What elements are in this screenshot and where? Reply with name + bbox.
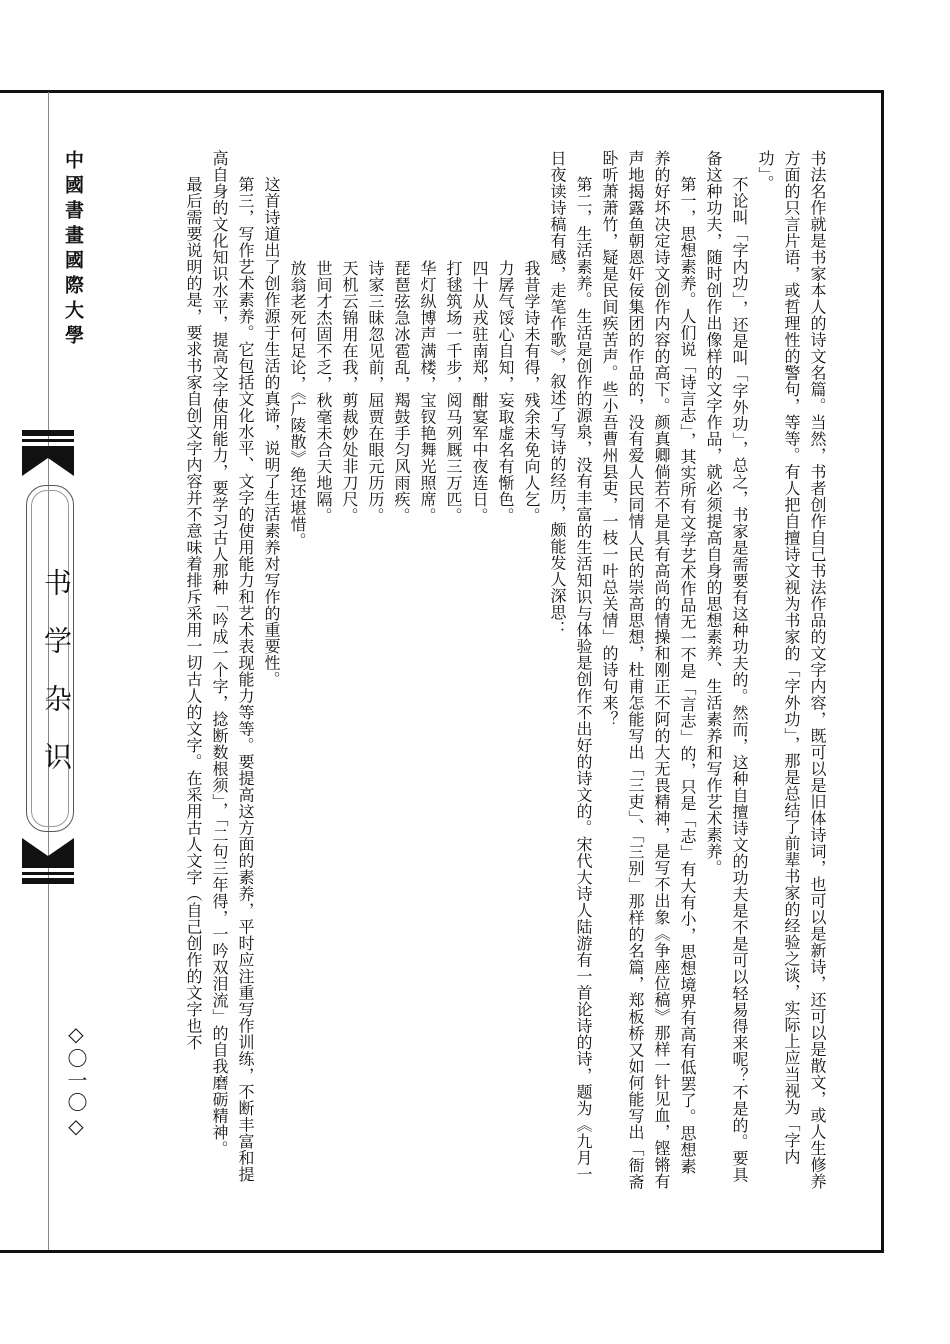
paragraph: 这首诗道出了创作源于生活的真谛，说明了生活素养对写作的重要性。 xyxy=(262,175,281,688)
page-number: ◇〇一〇◇ xyxy=(64,1022,88,1140)
poem-line: 琵琶弦急冰雹乱，羯鼓手匀风雨疾。 xyxy=(392,260,411,524)
paragraph: 第二，生活素养。生活是创作的源泉，没有丰富的生活知识与体验是创作不出好的诗文的。宋代大诗人陆游有一首论诗的诗，题为《九月一日夜读诗稿有感，走笔作歌》，叙述了写诗的经历，颇能发人深思： xyxy=(548,150,593,1183)
running-header: 中國書畫國際大學 xyxy=(62,150,84,350)
paragraph: 书法名作就是书家本人的诗文名篇。当然，书者创作自己书法作品的文字内容，既可以是旧体诗词，也可以是新诗，还可以是散文，或人生修养方面的只言片语，或哲理性的警句，等等。有人把自擅诗文视为书家的「字外功」，那是总结了前辈书家的经验之谈，实际上应当视为「字内功」。 xyxy=(756,150,827,1190)
body-text xyxy=(170,150,830,1190)
poem-line: 华灯纵博声满楼，宝钗艳舞光照席。 xyxy=(418,260,437,524)
paragraph: 第一，思想素养。人们说「诗言志」，其实所有文学艺术作品无一不是「言志」的，只是「志」有大有小，思想境界有高有低罢了。思想素养的好坏决定诗文创作内容的高下。颜真卿倘若不是具有高尚的情操和刚正不阿的大无畏精神，是写不出象《争座位稿》那样一针见血，铿锵有声地揭露鱼朝恩奸佞集团的作品的，没有爱人民同情人民的崇高思想，杜甫怎能写出「三吏」、「三别」那样的名篇，郑板桥又如何能写出「衙斋卧听萧萧竹，疑是民间疾苦声。些小吾曹州县吏，一枝一叶总关情」的诗句来？ xyxy=(600,150,697,1190)
paragraph: 最后需要说明的是，要求书家自创文字内容并不意味着排斥采用一切古人的文字。在采用古人文字（自己创作的文字也不 xyxy=(184,175,203,1051)
poem-line: 放翁老死何足论，《广陵散》绝还堪惜。 xyxy=(288,260,307,549)
poem-line: 世间才杰固不乏，秋毫未合天地隔。 xyxy=(314,260,333,524)
page-frame-right xyxy=(881,90,884,1253)
poem-line: 打毬筑场一千步，阅马列厩三万匹。 xyxy=(444,260,463,524)
title-ornament-top xyxy=(22,430,74,476)
paragraph: 第三，写作艺术素养。它包括文化水平、文字的使用能力和艺术表现能力等等。要提高这方面的素养，平时应注重写作训练，不断丰富和提高自身的文化知识水平，提高文字使用能力，要学习古人那种「吟成一个字，捻断数根须」，「二句三年得，一吟双泪流」的自我磨砺精神。 xyxy=(210,150,255,1183)
poem-line: 天机云锦用在我，剪裁妙处非刀尺。 xyxy=(340,260,359,524)
poem-line: 四十从戎驻南郑，酣宴军中夜连日。 xyxy=(470,260,489,524)
book-title: 书学杂识 xyxy=(40,568,73,800)
page-frame-bottom xyxy=(0,1250,884,1253)
paragraph: 不论叫「字内功」，还是叫「字外功」，总之，书家是需要有这种功夫的。然而，这种自擅诗文的功夫是不是可以轻易得来呢？不是的。要具备这种功夫，随时创作出像样的文字作品，就必须提高自身的思想素养、生活素养和写作艺术素养。 xyxy=(704,150,749,1183)
page-frame-top xyxy=(0,90,884,93)
poem-line: 诗家三昧忽见前，屈贾在眼元历历。 xyxy=(366,260,385,524)
poem-line: 我昔学诗未有得，残余未免向人乞。 xyxy=(522,260,541,524)
title-ornament-bottom xyxy=(22,838,74,884)
poem-line: 力孱气馁心自知，妄取虚名有惭色。 xyxy=(496,260,515,524)
